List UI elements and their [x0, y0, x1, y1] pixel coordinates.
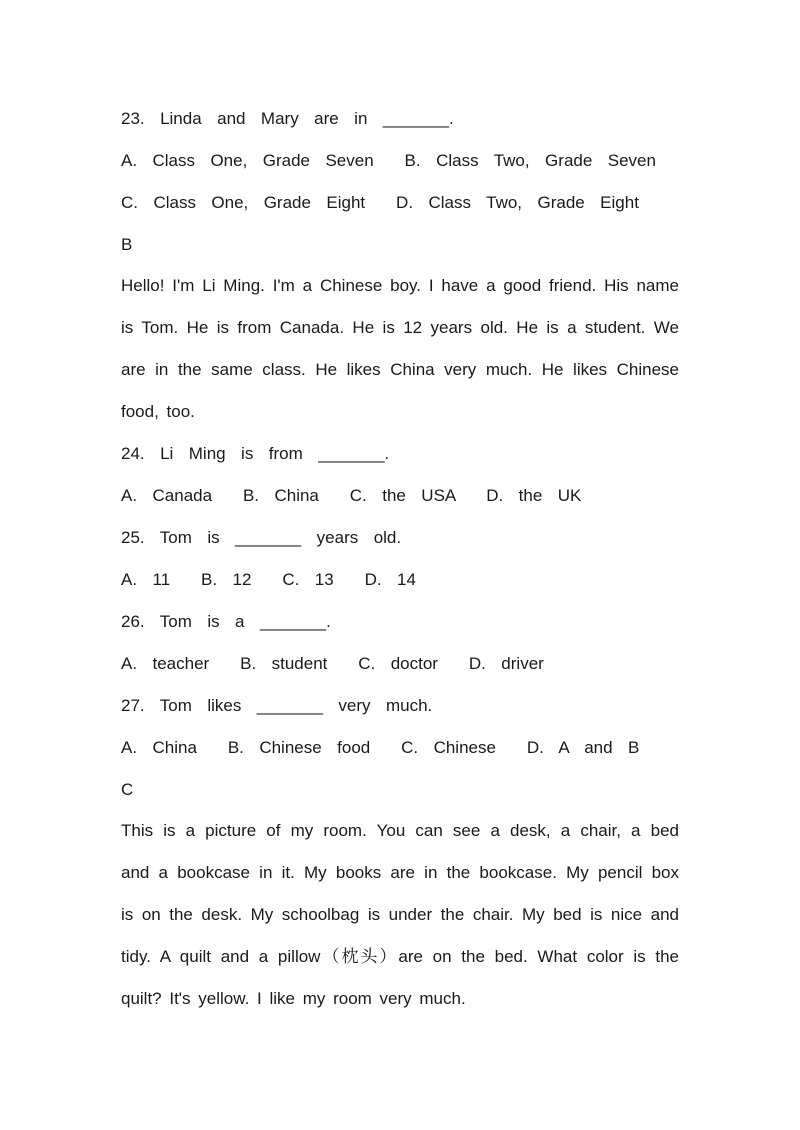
question-27-options: A. China B. Chinese food C. Chinese D. A and B — [121, 738, 640, 757]
question-24-stem: 24. Li Ming is from _______. — [121, 444, 390, 463]
question-27-stem: 27. Tom likes _______ very much. — [121, 696, 433, 715]
question-23-stem: 23. Linda and Mary are in _______. — [121, 109, 454, 128]
section-c-passage: This is a picture of my room. You can see a desk, a chair, a bed and a bookcase in it. My books are in the bookcase. My pencil box is on the desk. My schoolbag is under the chair. My bed is nice and tidy. A quilt and a pillow（枕头）are on the bed. What color is the quilt? It's yellow. I like my room very much. — [121, 821, 679, 1008]
question-25-stem: 25. Tom is _______ years old. — [121, 528, 402, 547]
question-24-options: A. Canada B. China C. the USA D. the UK — [121, 486, 582, 505]
question-26-stem: 26. Tom is a _______. — [121, 612, 331, 631]
question-23-options-cd: C. Class One, Grade Eight D. Class Two, Grade Eight — [121, 193, 639, 212]
question-23-options-ab: A. Class One, Grade Seven B. Class Two, Grade Seven — [121, 151, 656, 170]
section-c-label: C — [121, 780, 134, 799]
section-b-label: B — [121, 235, 133, 254]
question-25-options: A. 11 B. 12 C. 13 D. 14 — [121, 570, 416, 589]
question-26-options: A. teacher B. student C. doctor D. driver — [121, 654, 544, 673]
section-b-passage: Hello! I'm Li Ming. I'm a Chinese boy. I have a good friend. His name is Tom. He is from Canada. He is 12 years old. He is a student. We are in the same class. He likes China very much. He likes Chinese food, too. — [121, 276, 679, 421]
